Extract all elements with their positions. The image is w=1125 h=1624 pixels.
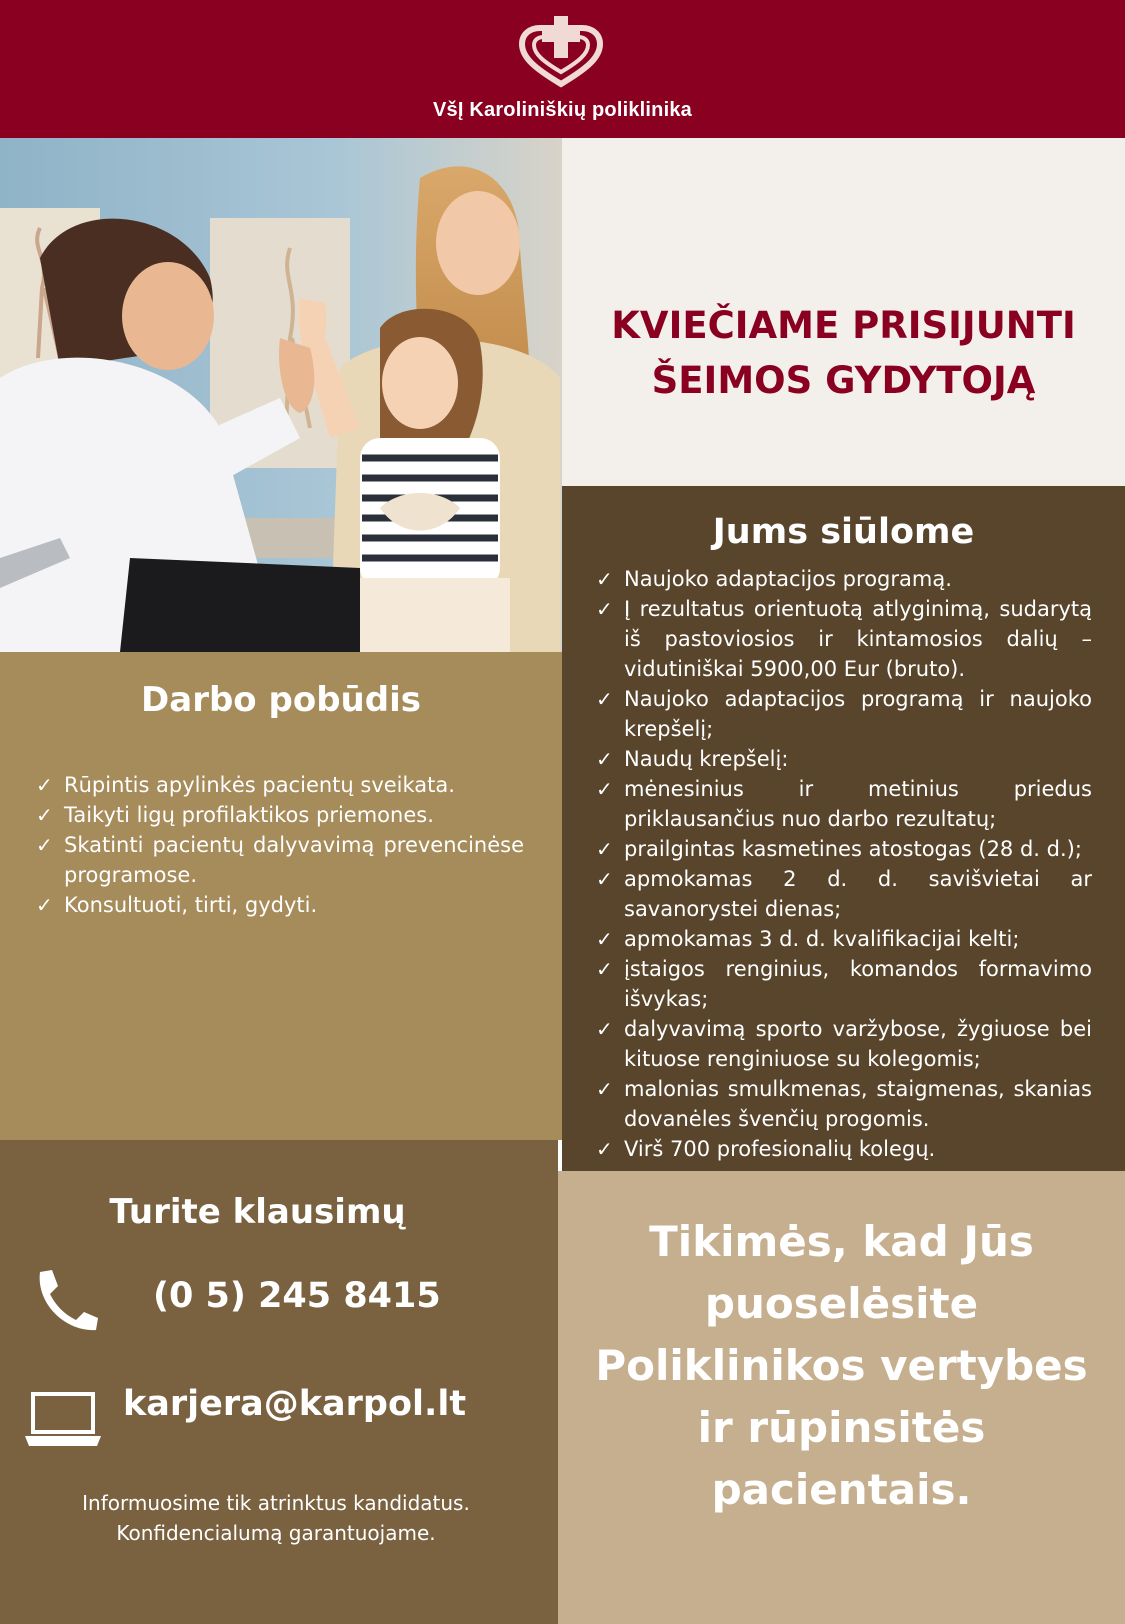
headline-line-2: ŠEIMOS GYDYTOJĄ: [651, 359, 1036, 402]
check-icon: ✓: [596, 747, 613, 771]
check-icon: ✓: [36, 803, 53, 827]
note-line-2: Konfidencialumą garantuojame.: [116, 1521, 436, 1545]
list-item: ✓ Taikyti ligų profilaktikos priemones.: [36, 800, 524, 830]
work-title: Darbo pobūdis: [141, 680, 421, 720]
slogan: [558, 1211, 1125, 1521]
heart-cross-icon: [518, 14, 604, 88]
check-icon: ✓: [596, 687, 613, 711]
list-item: ✓ Naudų krepšelį:: [596, 744, 1092, 774]
headline-line-1: KVIEČIAME PRISIJUNTI: [611, 304, 1076, 347]
slogan-line-5: pacientais.: [711, 1465, 972, 1514]
list-item: ✓ Skatinti pacientų dalyvavimą prevencinėse programose.: [36, 830, 524, 890]
slogan-panel: [558, 1171, 1125, 1624]
check-icon: ✓: [596, 597, 613, 621]
work-panel: [0, 652, 562, 1140]
laptop-icon: [25, 1392, 101, 1446]
list-item: ✓ Į rezultatus orientuotą atlyginimą, sudarytą iš pastoviosios ir kintamosios dalių – vidutiniškai 5900,00 Eur (bruto).: [596, 594, 1092, 684]
header-bar: [0, 0, 1125, 138]
check-icon: ✓: [596, 927, 613, 951]
check-icon: ✓: [596, 1137, 613, 1161]
list-item: ✓ Konsultuoti, tirti, gydyti.: [36, 890, 524, 920]
slogan-line-4: ir rūpinsitės: [697, 1403, 986, 1452]
check-icon: ✓: [36, 773, 53, 797]
check-icon: ✓: [596, 867, 613, 891]
confidentiality-note: [0, 1488, 552, 1548]
doctor-high-five-photo: [0, 138, 562, 652]
headline-panel: [562, 138, 1125, 486]
list-item: ✓ Naujoko adaptacijos programą ir naujoko krepšelį;: [596, 684, 1092, 744]
organization-name: VšĮ Karoliniškių poliklinika: [432, 99, 692, 121]
list-item: ✓ malonias smulkmenas, staigmenas, skanias dovanėles švenčių progomis.: [596, 1074, 1092, 1134]
list-item: ✓ Naujoko adaptacijos programą.: [596, 564, 1092, 594]
phone-number-link[interactable]: (0 5) 245 8415: [153, 1276, 441, 1316]
offer-panel: [562, 486, 1125, 1171]
check-icon: ✓: [596, 777, 613, 801]
check-icon: ✓: [596, 1077, 613, 1101]
phone-icon: [30, 1268, 100, 1332]
list-item: ✓ prailgintas kasmetines atostogas (28 d. d.);: [596, 834, 1092, 864]
check-icon: ✓: [36, 893, 53, 917]
work-list: [36, 770, 524, 920]
list-item: ✓ Virš 700 profesionalių kolegų.: [596, 1134, 1092, 1164]
check-icon: ✓: [596, 837, 613, 861]
email-link[interactable]: karjera@karpol.lt: [123, 1384, 467, 1424]
slogan-line-1: Tikimės, kad Jūs: [649, 1217, 1034, 1266]
offer-list: [596, 564, 1092, 1164]
headline: [562, 298, 1125, 408]
note-line-1: Informuosime tik atrinktus kandidatus.: [82, 1491, 470, 1515]
check-icon: ✓: [36, 833, 53, 857]
list-item: ✓ Rūpintis apylinkės pacientų sveikata.: [36, 770, 524, 800]
slogan-line-3: Poliklinikos vertybes: [595, 1341, 1088, 1390]
slogan-line-2: puoselėsite: [704, 1279, 979, 1328]
contact-title: Turite klausimų: [109, 1192, 406, 1232]
list-item: ✓ dalyvavimą sporto varžybose, žygiuose bei kituose renginiuose su kolegomis;: [596, 1014, 1092, 1074]
offer-title: Jums siūlome: [712, 512, 975, 552]
contact-panel: [0, 1140, 558, 1624]
list-item: ✓ apmokamas 2 d. d. savišvietai ar savanorystei dienas;: [596, 864, 1092, 924]
check-icon: ✓: [596, 1017, 613, 1041]
list-item: ✓ mėnesinius ir metinius priedus priklausančius nuo darbo rezultatų;: [596, 774, 1092, 834]
check-icon: ✓: [596, 957, 613, 981]
list-item: ✓ apmokamas 3 d. d. kvalifikacijai kelti;: [596, 924, 1092, 954]
list-item: ✓ įstaigos renginius, komandos formavimo išvykas;: [596, 954, 1092, 1014]
check-icon: ✓: [596, 567, 613, 591]
